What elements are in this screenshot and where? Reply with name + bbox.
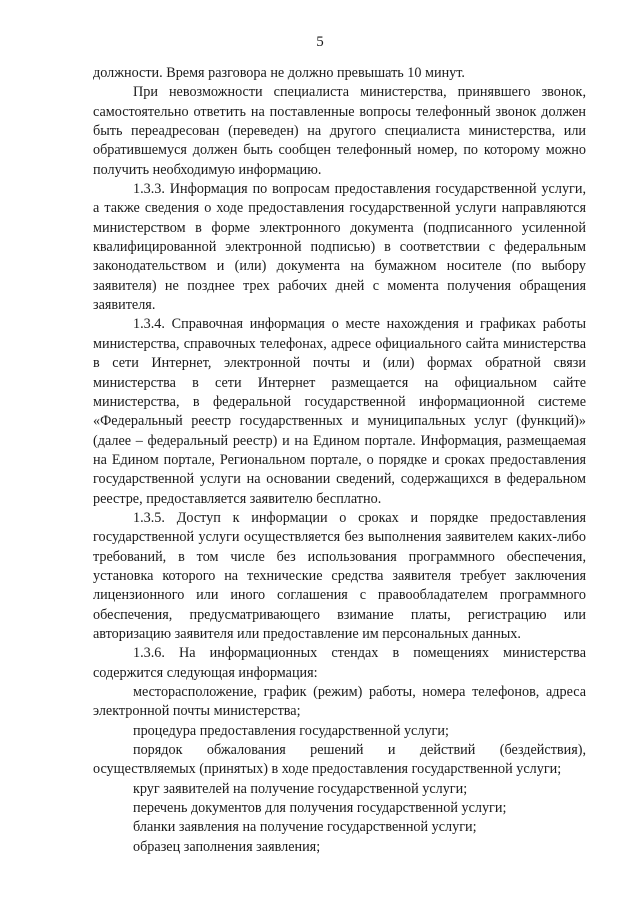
list-item-applicants: круг заявителей на получение государственной услуги; bbox=[133, 780, 468, 797]
paragraph-continuation: должности. Время разговора не должно превышать 10 минут. bbox=[93, 65, 465, 81]
paragraph-1-3-4: 1.3.4. Справочная информация о месте нахождения и графиках работы министерства, справочных телефонах, адресе официального сайта министерства в сети Интернет, электронной почты и (или) формах обратной связи министерства в сети Интернет размещается на официальном сайте министерства, в федеральной государственной информационной системе «Федеральный реестр государственных и муниципальных услуг (функций)» (далее – федеральный реестр) и на Едином портале. Информация, размещаемая на Едином портале, Региональном портале, о порядке и сроках предоставления государственной услуги на основании сведений, содержащихся в федеральном реестре, предоставляется заявителю бесплатно. bbox=[93, 316, 586, 507]
list-item-location-schedule: месторасположение, график (режим) работы, номера телефонов, адреса электронной почты министерства; bbox=[93, 684, 586, 720]
list-item-application-forms: бланки заявления на получение государственной услуги; bbox=[133, 819, 477, 836]
list-item-application-sample: образец заполнения заявления; bbox=[133, 838, 321, 855]
paragraph-call-redirect: При невозможности специалиста министерства, принявшего звонок, самостоятельно ответить на поставленные вопросы телефонный звонок должен быть переадресован (переведен) на другого специалиста министерства, или обратившемуся должен быть сообщен телефонный номер, по которому можно получить необходимую информацию. bbox=[93, 84, 586, 178]
page-number: 5 bbox=[316, 34, 324, 50]
paragraph-1-3-6: 1.3.6. На информационных стендах в помещениях министерства содержится следующая информация: bbox=[93, 645, 586, 681]
list-item-appeal-order: порядок обжалования решений и действий (бездействия), осуществляемых (принятых) в ходе предоставления государственной услуги; bbox=[93, 742, 586, 778]
list-item-documents: перечень документов для получения государственной услуги; bbox=[133, 800, 507, 817]
paragraph-1-3-3: 1.3.3. Информация по вопросам предоставления государственной услуги, а также сведения о ходе предоставления государственной услуги направляются министерством в форме электронного документа (подписанного усиленной квалифицированной электронной подписью) в соответствии с федеральным законодательством и (или) документа на бумажном носителе (по выбору заявителя) не позднее трех рабочих дней с момента получения обращения заявителя. bbox=[93, 181, 586, 314]
list-item-procedure: процедура предоставления государственной услуги; bbox=[133, 722, 449, 739]
paragraph-1-3-5: 1.3.5. Доступ к информации о сроках и порядке предоставления государственной услуги осуществляется без выполнения заявителем каких-либо требований, в том числе без использования программного обеспечения, установка которого на технические средства заявителя требует заключения лицензионного или иного соглашения с правообладателем программного обеспечения, предусматривающего взимание платы, регистрацию или авторизацию заявителя или предоставление им персональных данных. bbox=[93, 509, 586, 642]
document-body bbox=[93, 64, 586, 857]
